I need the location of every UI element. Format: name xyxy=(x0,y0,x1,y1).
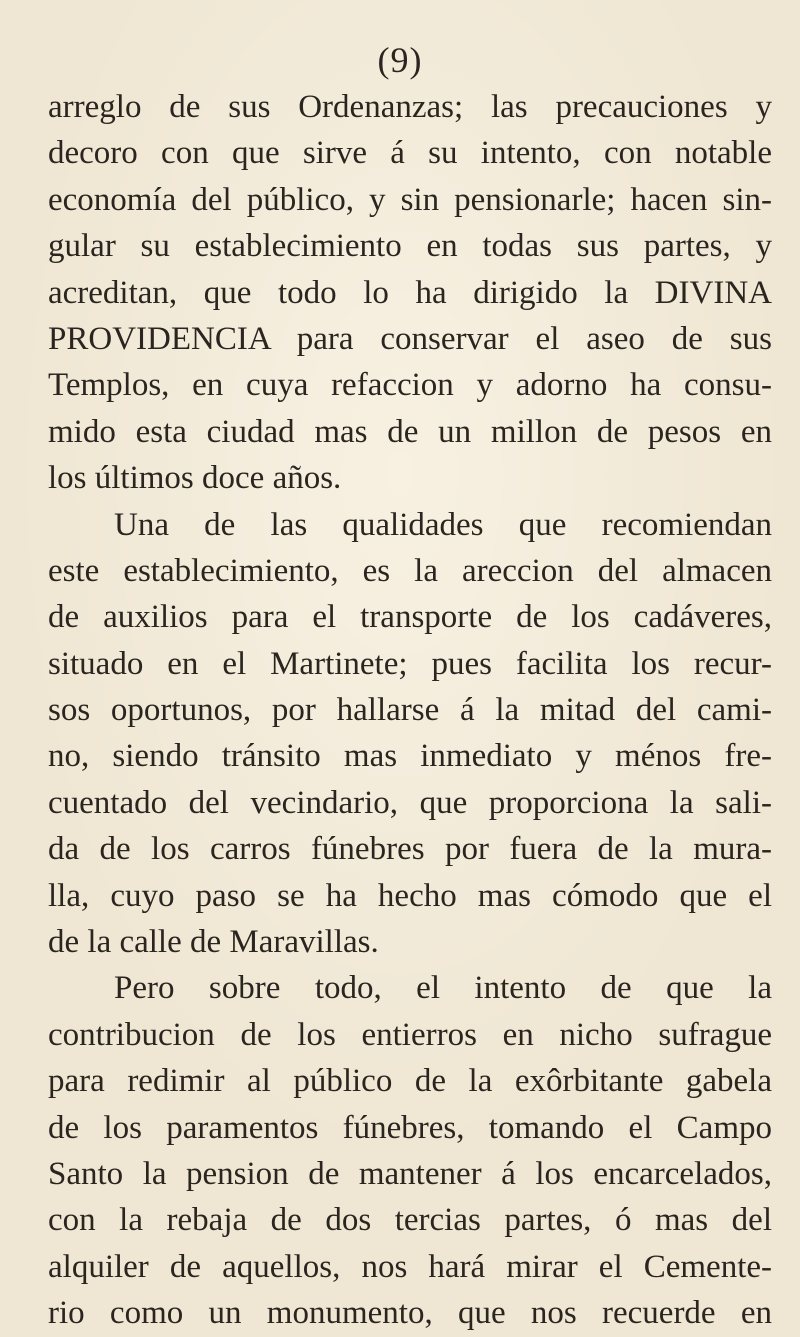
text-line: decoro con que sirve á su intento, con notable xyxy=(48,135,772,172)
text-line: alquiler de aquellos, nos hará mirar el Cemente- xyxy=(48,1248,772,1285)
text-line: Santo la pension de mantener á los encarcelados, xyxy=(48,1155,772,1192)
paragraph-first-line: Pero sobre todo, el intento de que la xyxy=(114,970,772,1007)
text-line: rio como un monumento, que nos recuerde en xyxy=(48,1295,772,1332)
text-line: situado en el Martinete; pues facilita los recur- xyxy=(48,645,772,682)
text-line: lla, cuyo paso se ha hecho mas cómodo que el xyxy=(48,877,772,914)
text-line: contribucion de los entierros en nicho sufrague xyxy=(48,1016,772,1053)
text-line: arreglo de sus Ordenanzas; las precauciones y xyxy=(48,89,772,125)
page-number: (9) xyxy=(377,40,423,80)
body-text xyxy=(48,84,772,1337)
text-line: no, siendo tránsito mas inmediato y ménos fre- xyxy=(48,738,772,775)
text-line: PROVIDENCIA para conservar el aseo de sus xyxy=(48,320,772,357)
text-line: de los paramentos fúnebres, tomando el Campo xyxy=(48,1109,772,1146)
text-line: gular su establecimiento en todas sus partes, y xyxy=(48,228,772,265)
paragraph-first-line: Una de las qualidades que recomiendan xyxy=(114,506,772,543)
text-line: Templos, en cuya refaccion y adorno ha consu- xyxy=(48,367,772,404)
text-line: este establecimiento, es la areccion del almacen xyxy=(48,552,772,589)
text-line: da de los carros fúnebres por fuera de la mura- xyxy=(48,831,772,868)
text-line: con la rebaja de dos tercias partes, ó mas del xyxy=(48,1202,772,1239)
text-line: mido esta ciudad mas de un millon de pesos en xyxy=(48,413,772,450)
text-line: acreditan, que todo lo ha dirigido la DIVINA xyxy=(48,274,772,311)
text-line: para redimir al público de la exôrbitante gabela xyxy=(48,1063,772,1100)
text-line: de auxilios para el transporte de los cadáveres, xyxy=(48,599,772,636)
text-line: los últimos doce años. xyxy=(48,460,342,497)
text-line: de la calle de Maravillas. xyxy=(48,924,379,961)
text-line: sos oportunos, por hallarse á la mitad del cami- xyxy=(48,692,772,729)
text-line: cuentado del vecindario, que proporciona la sali- xyxy=(48,784,772,821)
text-line: economía del público, y sin pensionarle; hacen sin- xyxy=(48,181,772,218)
